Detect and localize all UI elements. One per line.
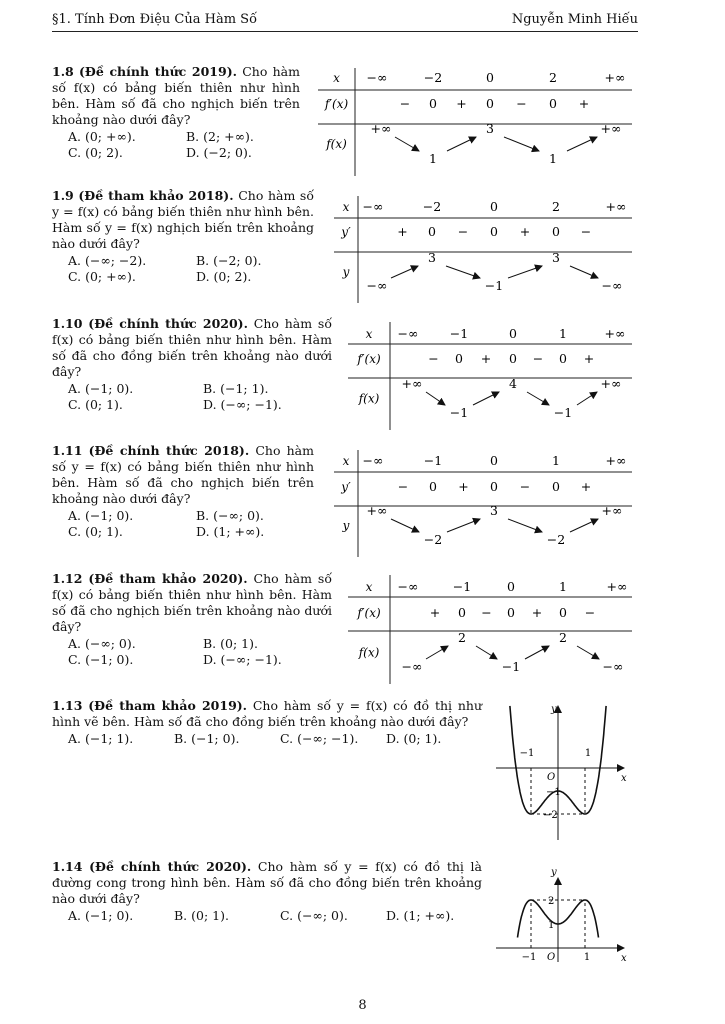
function-value: −1 (501, 659, 521, 674)
row-label-derivative: y′ (341, 480, 351, 494)
row-label-derivative: f′(x) (357, 606, 381, 620)
y-axis-label: y (551, 867, 557, 878)
function-value: +∞ (601, 503, 623, 518)
problem-source: (Đề chính thức 2020). (89, 859, 252, 874)
function-value: −1 (553, 405, 573, 420)
x-axis-label: x (621, 773, 627, 784)
function-curve (518, 900, 599, 938)
problem-text: Cho hàm số f(x) có bảng biến thiên như hình bên. Hàm số đã cho đồng biến trên khoảng nào dưới đây? (52, 316, 332, 379)
variation-arrow (577, 646, 599, 659)
problem-source: (Đề chính thức 2020). (88, 316, 248, 331)
derivative-sign: − (584, 605, 596, 620)
answer-list (52, 731, 482, 747)
x-value: −1 (452, 579, 472, 594)
variation-arrow (446, 266, 480, 278)
function-value: +∞ (600, 376, 622, 391)
variation-arrow (473, 392, 499, 405)
function-value: +∞ (366, 503, 388, 518)
row-label-derivative: f′(x) (357, 352, 381, 366)
variation-arrow (447, 137, 476, 151)
derivative-sign: − (516, 96, 527, 111)
x-value: −1 (423, 453, 443, 468)
x-value: 0 (490, 199, 498, 214)
row-label-x: x (365, 580, 373, 594)
derivative-zero: 0 (507, 605, 515, 620)
problem-1-10 (52, 316, 332, 413)
derivative-sign: − (399, 96, 411, 111)
x-value: 2 (552, 199, 560, 214)
x-tick-label: −1 (521, 952, 537, 963)
answer-d: D. (−∞; −1). (203, 652, 282, 667)
answer-a: A. (−∞; −2). (68, 253, 147, 268)
answer-c: C. (−∞; −1). (280, 731, 359, 746)
problem-1-13 (52, 698, 482, 747)
function-value: +∞ (600, 121, 622, 136)
answer-c: C. (0; +∞). (68, 269, 136, 284)
problem-number: 1.12 (52, 571, 83, 586)
variation-table (334, 450, 632, 557)
derivative-sign: − (428, 351, 439, 366)
derivative-zero: 0 (428, 224, 436, 239)
x-value: +∞ (605, 453, 627, 468)
variation-arrow (508, 266, 542, 278)
header-author: Nguyễn Minh Hiếu (511, 12, 638, 27)
function-curve (510, 706, 606, 814)
variation-arrow (426, 646, 448, 659)
problem-text: Cho hàm số y = f(x) có đồ thị như hình vẽ bên. Hàm số đã cho đồng biến trên khoảng nào dưới đây? (52, 698, 482, 729)
problem-text: Cho hàm số y = f(x) có bảng biến thiên như hình bên. Hàm số y = f(x) nghịch biến trên khoảng nào dưới đây? (52, 188, 314, 251)
derivative-zero: 0 (429, 479, 437, 494)
variation-table (318, 68, 632, 176)
problem-number: 1.11 (52, 443, 83, 458)
problem-text: Cho hàm số y = f(x) có đồ thị là đường cong trong hình bên. Hàm số đã cho đồng biến trên khoảng nào dưới đây? (52, 859, 482, 906)
problem-source: (Đề tham khảo 2020). (88, 571, 248, 586)
y-tick-label: 1 (548, 920, 555, 931)
problem-1-9 (52, 188, 314, 285)
derivative-sign: + (578, 96, 590, 111)
y-tick-label: 2 (548, 896, 555, 907)
page-number: 8 (358, 998, 367, 1013)
variation-arrow (567, 137, 597, 151)
derivative-sign: + (429, 605, 441, 620)
function-value: 1 (429, 151, 437, 166)
variation-arrow (570, 266, 598, 278)
x-value: −∞ (362, 453, 384, 468)
variation-table (334, 196, 632, 303)
variation-table (348, 575, 632, 684)
problem-text: Cho hàm số f(x) có bảng biến thiên như hình bên. Hàm số đã cho nghịch biến trên khoảng nào dưới đây? (52, 571, 332, 634)
function-value: 3 (486, 121, 494, 136)
answer-b: B. (−∞; 0). (196, 508, 264, 523)
x-value: 1 (552, 453, 560, 468)
answer-a: A. (−1; 0). (68, 908, 134, 923)
header-section-title: §1. Tính Đơn Điệu Của Hàm Số (52, 12, 258, 27)
origin-label: O (547, 952, 556, 963)
derivative-zero: 0 (559, 351, 567, 366)
derivative-zero: 0 (455, 351, 463, 366)
problem-1-8 (52, 64, 300, 161)
function-value: 3 (428, 250, 436, 265)
derivative-sign: + (519, 224, 531, 239)
answer-list (52, 636, 332, 668)
problem-source: (Đề chính thức 2018). (88, 443, 250, 458)
derivative-zero: 0 (429, 96, 437, 111)
variation-arrow (391, 266, 418, 278)
function-value: 1 (549, 151, 557, 166)
header-rule (52, 31, 638, 32)
derivative-sign: − (580, 224, 592, 239)
x-axis-label: x (621, 953, 627, 964)
problem-source: (Đề chính thức 2019). (79, 64, 237, 79)
origin-label: O (547, 772, 556, 783)
answer-b: B. (−1; 1). (203, 381, 269, 396)
x-value: −1 (449, 326, 469, 341)
function-value: 3 (552, 250, 560, 265)
variation-arrow (527, 392, 549, 405)
x-value: +∞ (604, 70, 626, 85)
x-value: +∞ (604, 326, 626, 341)
variation-arrow (508, 519, 542, 532)
answer-c: C. (−1; 0). (68, 652, 134, 667)
variation-arrow (447, 519, 480, 532)
answer-c: C. (0; 2). (68, 145, 123, 160)
derivative-sign: − (397, 479, 409, 494)
variation-arrow (426, 392, 445, 405)
row-label-function: f(x) (358, 391, 380, 406)
x-value: −∞ (397, 326, 419, 341)
row-label-function: f(x) (358, 645, 380, 660)
derivative-zero: 0 (549, 96, 557, 111)
x-value: 0 (486, 70, 494, 85)
answer-d: D. (0; 1). (386, 731, 442, 746)
derivative-sign: + (456, 96, 467, 111)
function-value: 3 (490, 503, 498, 518)
problem-1-14 (52, 859, 482, 924)
problem-text: Cho hàm số f(x) có bảng biến thiên như hình bên. Hàm số đã cho nghịch biến trên khoảng nào dưới đây? (52, 64, 300, 127)
graph-1-14 (496, 867, 627, 964)
derivative-zero: 0 (559, 605, 567, 620)
derivative-zero: 0 (486, 96, 494, 111)
y-axis-label: y (551, 704, 557, 715)
derivative-zero: 0 (552, 224, 560, 239)
function-value: −∞ (602, 659, 624, 674)
answer-d: D. (−2; 0). (186, 145, 252, 160)
x-value: +∞ (605, 199, 627, 214)
function-value: 2 (559, 630, 567, 645)
row-label-x: x (333, 71, 340, 85)
derivative-zero: 0 (458, 605, 466, 620)
derivative-sign: − (519, 479, 531, 494)
answer-c: C. (0; 1). (68, 397, 123, 412)
x-tick-label: 1 (583, 952, 591, 963)
function-value: +∞ (370, 121, 392, 136)
variation-arrow (391, 519, 419, 532)
problem-number: 1.8 (52, 64, 74, 79)
derivative-zero: 0 (490, 224, 498, 239)
derivative-sign: + (480, 351, 492, 366)
x-value: 0 (490, 453, 498, 468)
y-tick-label: −1 (546, 787, 561, 798)
x-value: 0 (507, 579, 515, 594)
problem-source: (Đề tham khảo 2018). (78, 188, 234, 203)
derivative-zero: 0 (552, 479, 560, 494)
variation-arrow (504, 137, 539, 151)
problem-source: (Đề tham khảo 2019). (88, 698, 248, 713)
graph-1-13 (496, 704, 627, 840)
answer-list (52, 129, 300, 161)
answer-b: B. (0; 1). (174, 908, 229, 923)
derivative-zero: 0 (509, 351, 517, 366)
row-label-x: x (342, 200, 350, 214)
answer-b: B. (2; +∞). (186, 129, 254, 144)
function-value: −2 (546, 532, 566, 547)
answer-list (52, 381, 332, 413)
x-value: −2 (423, 70, 443, 85)
row-label-x: x (365, 327, 373, 341)
problem-1-12 (52, 571, 332, 668)
variation-arrow (577, 392, 597, 405)
answer-a: A. (−1; 0). (68, 508, 134, 523)
row-label-x: x (342, 454, 350, 468)
variation-table (348, 322, 632, 430)
answer-b: B. (−2; 0). (196, 253, 262, 268)
function-value: −∞ (401, 659, 423, 674)
answer-list (52, 508, 314, 540)
row-label-function: y (342, 265, 350, 279)
variation-arrow (476, 646, 497, 659)
problem-number: 1.9 (52, 188, 74, 203)
answer-d: D. (−∞; −1). (203, 397, 282, 412)
problem-number: 1.13 (52, 698, 83, 713)
function-value: −∞ (366, 278, 388, 293)
variation-arrow (525, 646, 549, 659)
derivative-sign: − (481, 605, 492, 620)
x-value: −2 (422, 199, 442, 214)
derivative-sign: + (458, 479, 469, 494)
x-value: −∞ (366, 70, 388, 85)
answer-c: C. (0; 1). (68, 524, 123, 539)
x-value: −∞ (397, 579, 419, 594)
function-value: −2 (423, 532, 443, 547)
answer-list (52, 253, 314, 285)
x-value: 0 (509, 326, 517, 341)
answer-a: A. (−1; 0). (68, 381, 134, 396)
x-value: +∞ (606, 579, 628, 594)
function-value: −1 (484, 278, 504, 293)
problem-1-11 (52, 443, 314, 540)
answer-d: D. (0; 2). (196, 269, 252, 284)
function-value: 2 (458, 630, 466, 645)
problem-number: 1.14 (52, 859, 83, 874)
answer-b: B. (−1; 0). (174, 731, 240, 746)
x-value: 1 (559, 579, 567, 594)
derivative-sign: − (532, 351, 544, 366)
x-tick-label: −1 (519, 748, 535, 759)
row-label-function: f(x) (326, 137, 347, 151)
answer-b: B. (0; 1). (203, 636, 258, 651)
answer-a: A. (−1; 1). (68, 731, 134, 746)
function-value: −∞ (601, 278, 623, 293)
y-tick-label: −2 (543, 810, 558, 821)
variation-arrow (570, 519, 598, 532)
x-value: −∞ (362, 199, 384, 214)
function-value: −1 (449, 405, 469, 420)
derivative-sign: + (580, 479, 592, 494)
derivative-sign: + (531, 605, 543, 620)
derivative-sign: + (397, 224, 408, 239)
answer-a: A. (0; +∞). (68, 129, 136, 144)
answer-d: D. (1; +∞). (196, 524, 265, 539)
function-value: +∞ (401, 376, 423, 391)
x-value: 1 (559, 326, 567, 341)
derivative-sign: − (457, 224, 469, 239)
problem-number: 1.10 (52, 316, 83, 331)
x-tick-label: 1 (584, 748, 592, 759)
answer-list (52, 908, 482, 924)
answer-c: C. (−∞; 0). (280, 908, 348, 923)
answer-a: A. (−∞; 0). (68, 636, 136, 651)
x-value: 2 (549, 70, 557, 85)
derivative-zero: 0 (490, 479, 498, 494)
variation-arrow (395, 137, 419, 151)
row-label-derivative: f′(x) (324, 97, 349, 111)
derivative-sign: + (583, 351, 595, 366)
problem-text: Cho hàm số y = f(x) có bảng biến thiên như hình bên. Hàm số đã cho nghịch biến trên khoảng nào dưới đây? (52, 443, 314, 506)
function-value: 4 (509, 376, 517, 391)
answer-d: D. (1; +∞). (386, 908, 455, 923)
row-label-function: y (342, 518, 350, 533)
row-label-derivative: y′ (341, 225, 351, 239)
